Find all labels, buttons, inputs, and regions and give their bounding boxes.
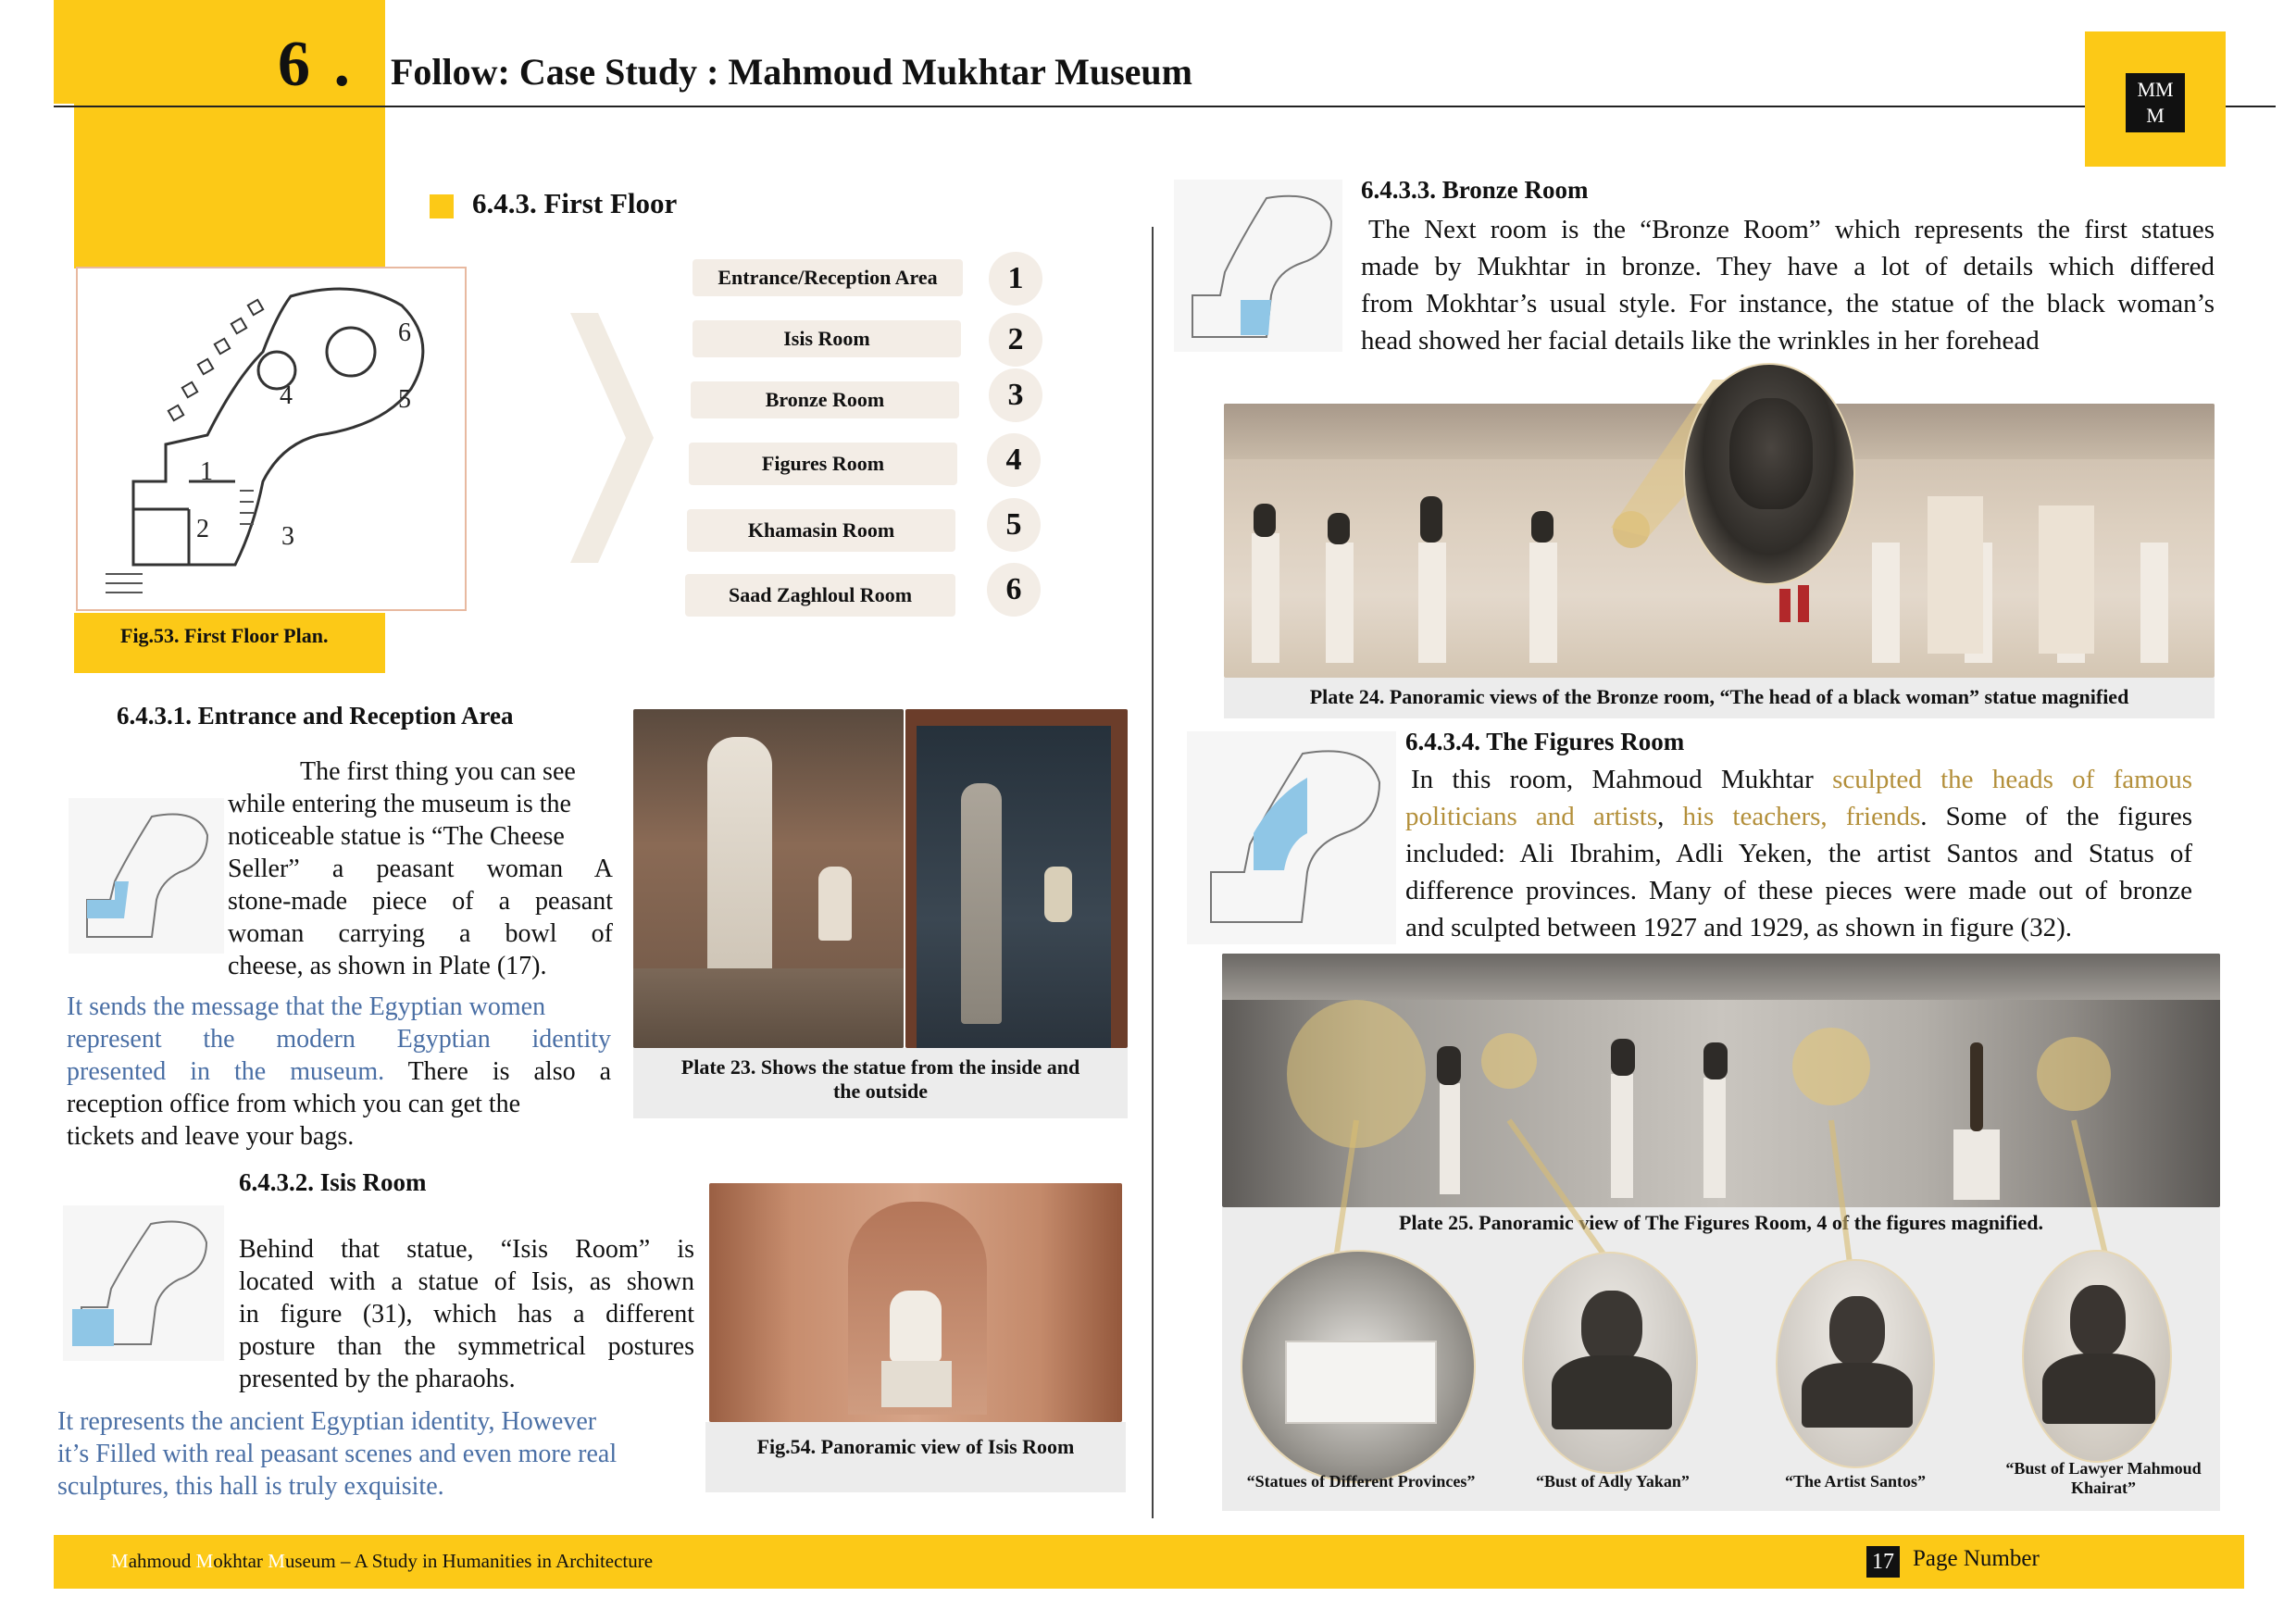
legend-item-khamasin: Khamasin Room	[687, 509, 955, 552]
entrance-line-8: reception office from which you can get the	[67, 1090, 521, 1118]
legend-num-1: 1	[989, 252, 1042, 306]
legend-item-figures: Figures Room	[689, 443, 957, 485]
logo-line-1: MM	[2137, 78, 2174, 101]
plan-label-4: 4	[280, 381, 293, 410]
legend-num-5: 5	[987, 498, 1041, 552]
entrance-line-6: woman carrying a bowl of	[228, 919, 613, 948]
display-case	[1285, 1341, 1437, 1424]
entrance-paragraph	[228, 755, 613, 982]
niche-2	[2039, 505, 2094, 654]
bust-small-3	[1420, 496, 1442, 543]
floor-plan-drawing	[78, 268, 465, 609]
entrance-title: 6.4.3.1. Entrance and Reception Area	[117, 702, 514, 730]
figures-line-2-end: . Some of the figures	[1920, 802, 2193, 831]
niche-1	[1928, 496, 1983, 654]
isis-line-2: located with a statue of Isis, as shown	[239, 1267, 694, 1296]
thumb-artist-santos	[1776, 1259, 1935, 1468]
legend-item-saad-zaghloul: Saad Zaghloul Room	[685, 574, 955, 617]
footer-word-3: useum – A Study in Humanities in Architecture	[284, 1550, 654, 1572]
legend-num-2: 2	[989, 313, 1042, 367]
figures-glow-3	[1792, 1028, 1870, 1105]
section-title: 6.4.3. First Floor	[472, 187, 678, 219]
page-title: Follow: Case Study : Mahmoud Mukhtar Museum	[391, 51, 1192, 93]
legend-item-bronze: Bronze Room	[691, 381, 959, 418]
fire-extinguisher-1	[1779, 589, 1791, 622]
entrance-line-2: while entering the museum is the	[228, 790, 571, 818]
bronze-line-3: from Mokhtar’s usual style. For instance, the statue of the black woman’s	[1361, 289, 2215, 318]
statue-in-doorway	[961, 783, 1002, 1024]
thumb-bust-adly-yakan	[1522, 1252, 1698, 1474]
figures-plan-thumbnail	[1187, 731, 1396, 944]
pedestal-8	[2140, 543, 2168, 663]
thumb-label-santos: “The Artist Santos”	[1784, 1472, 1926, 1491]
plate-23-photo-inside	[633, 709, 904, 1048]
plan-label-1: 1	[200, 457, 213, 486]
plate-23-caption-line-2: the outside	[832, 1079, 929, 1103]
bronze-line-4: head showed her facial details like the wrinkles in her forehead	[1361, 326, 2040, 356]
isis-blue-line-2: it’s Filled with real peasant scenes and even more real	[57, 1440, 618, 1468]
figures-bust-3	[1703, 1042, 1728, 1079]
floor-tiles	[633, 968, 904, 1048]
entrance-black-line-3: There is also a	[384, 1057, 611, 1086]
figures-ceiling	[1222, 954, 2220, 1000]
plan-label-2: 2	[196, 515, 209, 543]
figures-line-2-sep: ,	[1657, 802, 1683, 831]
plan-label-5: 5	[398, 385, 411, 414]
isis-pedestal	[881, 1361, 952, 1407]
header-rule	[54, 106, 2276, 107]
logo-line-2: M	[2146, 104, 2165, 127]
entrance-line-4: Seller” a peasant woman A	[228, 855, 613, 883]
footer-word-2: okhtar	[213, 1550, 268, 1572]
entrance-line-7: cheese, as shown in Plate (17).	[228, 952, 547, 980]
plate-23-photo-outside	[905, 709, 1128, 1048]
figures-line-1-a: In this room, Mahmoud Mukhtar	[1411, 765, 1833, 794]
pedestal-1	[1252, 533, 1279, 663]
bronze-title: 6.4.3.3. Bronze Room	[1361, 176, 1589, 204]
pedestal-3	[1418, 543, 1446, 663]
plate-23-caption-box	[633, 1048, 1128, 1118]
thumb-label-provinces: “Statues of Different Provinces”	[1246, 1472, 1476, 1491]
floor-plan-caption: Fig.53. First Floor Plan.	[120, 624, 329, 647]
entrance-blue-line-3: presented in the museum.	[67, 1057, 385, 1086]
isis-line-3: in figure (31), which has a different	[239, 1300, 694, 1329]
figures-line-5: and sculpted between 1927 and 1929, as shown in figure (32).	[1405, 913, 2073, 942]
bronze-plan-thumbnail	[1174, 180, 1342, 352]
entrance-mixed-line	[67, 1055, 611, 1088]
bust-adly-shoulders	[1552, 1355, 1672, 1429]
entrance-line-1: The first thing you can see	[300, 757, 576, 786]
pedestal-5	[1872, 543, 1900, 663]
doorway	[917, 726, 1111, 1048]
figures-line-2-gold-b: his teachers, friends	[1682, 802, 1921, 831]
legend-num-6: 6	[987, 563, 1041, 617]
thumb-label-khairat	[1992, 1459, 2215, 1498]
plate-25-caption: Plate 25. Panoramic view of The Figures Room, 4 of the figures magnified.	[1399, 1211, 2043, 1234]
plan-label-3: 3	[281, 522, 294, 551]
bronze-line-2: made by Mukhtar in bronze. They have a lot of details which differed	[1361, 252, 2215, 281]
bust-khairat-head	[2070, 1285, 2126, 1357]
isis-blue-line-1: It represents the ancient Egyptian identity, However	[57, 1407, 597, 1436]
black-woman-head-magnified	[1683, 363, 1855, 585]
isis-blue-line-3: sculptures, this hall is truly exquisite.	[57, 1472, 444, 1501]
plan-label-6: 6	[398, 318, 411, 347]
entrance-plan-thumbnail	[69, 798, 224, 954]
isis-line-1: Behind that statue, “Isis Room” is	[239, 1235, 694, 1264]
bronze-line-1: The Next room is the “Bronze Room” which represents the first statues	[1368, 215, 2215, 244]
plate-23-caption-line-1: Plate 23. Shows the statue from the inside and	[680, 1055, 1080, 1079]
footer-initial-1: M	[111, 1550, 129, 1572]
isis-room-photo	[709, 1183, 1122, 1422]
thumb-label-adly-yakan: “Bust of Adly Yakan”	[1536, 1472, 1690, 1491]
legend-num-3: 3	[989, 368, 1042, 422]
isis-paragraph	[239, 1233, 694, 1395]
entrance-line-5: stone-made piece of a peasant	[228, 887, 613, 916]
thumb-label-khairat-line-1: “Bust of Lawyer Mahmoud	[2005, 1459, 2202, 1478]
bust-small-4	[1531, 511, 1554, 543]
isis-fig-caption: Fig.54. Panoramic view of Isis Room	[756, 1435, 1075, 1458]
thumb-bust-mahmoud-khairat	[2022, 1250, 2172, 1463]
legend-item-entrance: Entrance/Reception Area	[693, 259, 963, 296]
figures-line-1	[1405, 761, 2192, 798]
figures-line-2	[1405, 798, 2192, 835]
isis-caption-box	[705, 1422, 1126, 1492]
isis-line-4: posture than the symmetrical postures	[239, 1332, 694, 1361]
page-number: 17	[1866, 1546, 1900, 1578]
thumb-statues-provinces	[1241, 1250, 1476, 1483]
isis-statue-distant	[818, 867, 852, 941]
entrance-blue-line-1: It sends the message that the Egyptian women	[67, 992, 546, 1021]
entrance-paragraph-2	[67, 991, 611, 1153]
isis-statue	[890, 1291, 942, 1363]
bust-face	[1729, 398, 1813, 509]
pedestal-4	[1529, 543, 1557, 663]
figures-line-4: difference provinces. Many of these pieces were made out of bronze	[1405, 876, 2192, 905]
figures-paragraph	[1405, 761, 2192, 946]
bust-khairat-shoulders	[2042, 1354, 2155, 1424]
logo	[2126, 73, 2185, 132]
figures-bust-2	[1611, 1039, 1635, 1076]
footer-initial-3: M	[268, 1550, 285, 1572]
floor-plan	[76, 267, 467, 611]
room-legend	[685, 256, 1055, 626]
entrance-line-3: noticeable statue is “The Cheese	[228, 822, 565, 851]
column-divider	[1152, 227, 1154, 1518]
entrance-blue-line-2: represent the modern Egyptian identity	[67, 1025, 611, 1054]
figures-title: 6.4.3.4. The Figures Room	[1405, 728, 1685, 755]
isis-plan-thumbnail	[63, 1205, 224, 1361]
bust-santos-shoulders	[1802, 1363, 1913, 1428]
plate-24-caption: Plate 24. Panoramic views of the Bronze room, “The head of a black woman” statue magnified	[1309, 685, 2129, 708]
entrance-line-9: tickets and leave your bags.	[67, 1122, 355, 1151]
isis-title: 6.4.3.2. Isis Room	[239, 1168, 427, 1196]
figures-line-1-gold: sculpted the heads of famous	[1832, 765, 2192, 794]
legend-num-4: 4	[987, 433, 1041, 487]
figures-bust-1	[1437, 1046, 1461, 1085]
bust-adly-head	[1581, 1291, 1642, 1365]
figures-glow-2	[1481, 1033, 1537, 1089]
fire-extinguisher-2	[1798, 585, 1809, 622]
pedestal-2	[1326, 543, 1354, 663]
footer-word-1: ahmoud	[128, 1550, 196, 1572]
distant-light	[1044, 867, 1072, 922]
section-bullet	[430, 194, 454, 218]
legend-item-isis: Isis Room	[693, 320, 961, 357]
page-number-label: Page Number	[1913, 1546, 2040, 1571]
figures-glow-4	[2037, 1037, 2111, 1111]
chapter-number: 6 .	[278, 29, 354, 100]
thumb-label-khairat-line-2: Khairat”	[2071, 1478, 2136, 1497]
figures-line-3: included: Ali Ibrahim, Adli Yeken, the artist Santos and Status of	[1405, 839, 2192, 868]
bust-small-1	[1254, 504, 1276, 537]
bust-small-2	[1328, 513, 1350, 544]
footer-initial-2: M	[195, 1550, 214, 1572]
plate-24-caption-box	[1224, 678, 2215, 718]
isis-line-5: presented by the pharaohs.	[239, 1365, 516, 1393]
bust-santos-head	[1829, 1296, 1885, 1366]
bronze-paragraph	[1361, 211, 2215, 359]
chevron-right-icon	[570, 313, 654, 563]
footer-text	[111, 1550, 653, 1573]
figures-line-2-gold-a: politicians and artists	[1405, 802, 1658, 831]
isis-blue-paragraph	[57, 1405, 705, 1503]
